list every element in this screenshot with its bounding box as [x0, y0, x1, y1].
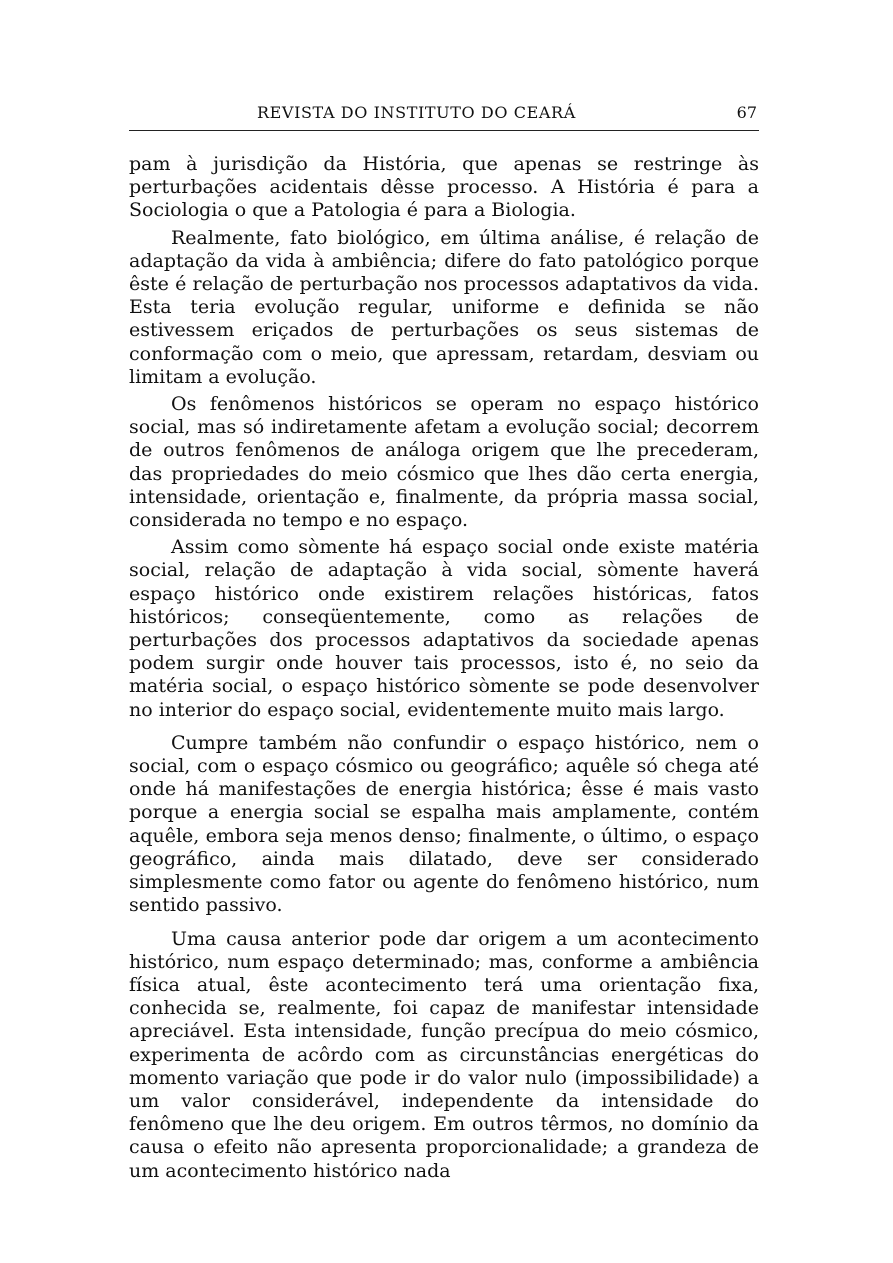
- paragraph-cosmic-space: Cumpre também não confundir o espaço histórico, nem o social, com o espaço cósmico ou geográfico; aquêle só chega até onde há manifestações de energia histórica; êsse é mais vasto porque a energia social se espalha mais amplamente, contém aquêle, embora seja menos denso; finalmente, o último, o espaço geográfico, ainda mais dilatado, deve ser considerado simplesmente como fator ou agente do fenômeno histórico, num sentido passivo.: [129, 731, 759, 917]
- page-header: [129, 100, 759, 131]
- paragraph-social-space: Assim como sòmente há espaço social onde existe matéria social, relação de adaptação à vida social, sòmente haverá espaço histórico onde existirem relações históricas, fatos históricos; conseqüentemente, como as relações de perturbações dos processos adaptativos da sociedade apenas podem surgir onde houver tais processos, isto é, no seio da matéria social, o espaço histórico sòmente se pode desenvolver no interior do espaço social, evidentemente muito mais largo.: [129, 536, 759, 721]
- body-text: [129, 153, 759, 1183]
- page-number: 67: [736, 103, 757, 122]
- paragraph-historical-phenomena: Os fenômenos históricos se operam no espaço histórico social, mas só indiretamente afetam a evolução social; decorrem de outros fenômenos de análoga origem que lhe precederam, das propriedades do meio cósmico que lhes dão certa energia, intensidade, orientação e, finalmente, da própria massa social, considerada no tempo e no espaço.: [129, 393, 759, 532]
- paragraph-anterior-cause: Uma causa anterior pode dar origem a um acontecimento histórico, num espaço determinado; mas, conforme a ambiência física atual, êste acontecimento terá uma orientação fixa, conhecida se, realmente, foi capaz de manifestar intensidade apreciável. Esta intensidade, função precípua do meio cósmico, experimenta de acôrdo com as circunstâncias energéticas do momento variação que pode ir do valor nulo (impossibilidade) a um valor considerável, independente da intensidade do fenômeno que lhe deu origem. Em outros têrmos, no domínio da causa o efeito não apresenta proporcionalidade; a grandeza de um acontecimento histórico nada: [129, 927, 759, 1182]
- paragraph-biological-fact: Realmente, fato biológico, em última análise, é relação de adaptação da vida à ambiência; difere do fato patológico porque êste é relação de perturbação nos processos adaptativos da vida. Esta teria evolução regular, uniforme e definida se não estivessem eriçados de perturbações os seus sistemas de conformação com o meio, que apressam, retardam, desviam ou limitam a evolução.: [129, 226, 759, 388]
- running-title: REVISTA DO INSTITUTO DO CEARÁ: [257, 103, 576, 122]
- document-page: [129, 100, 759, 1187]
- paragraph-continuation: pam à jurisdição da História, que apenas se restringe às perturbações acidentais dêsse processo. A História é para a Sociologia o que a Patologia é para a Biologia.: [129, 153, 759, 222]
